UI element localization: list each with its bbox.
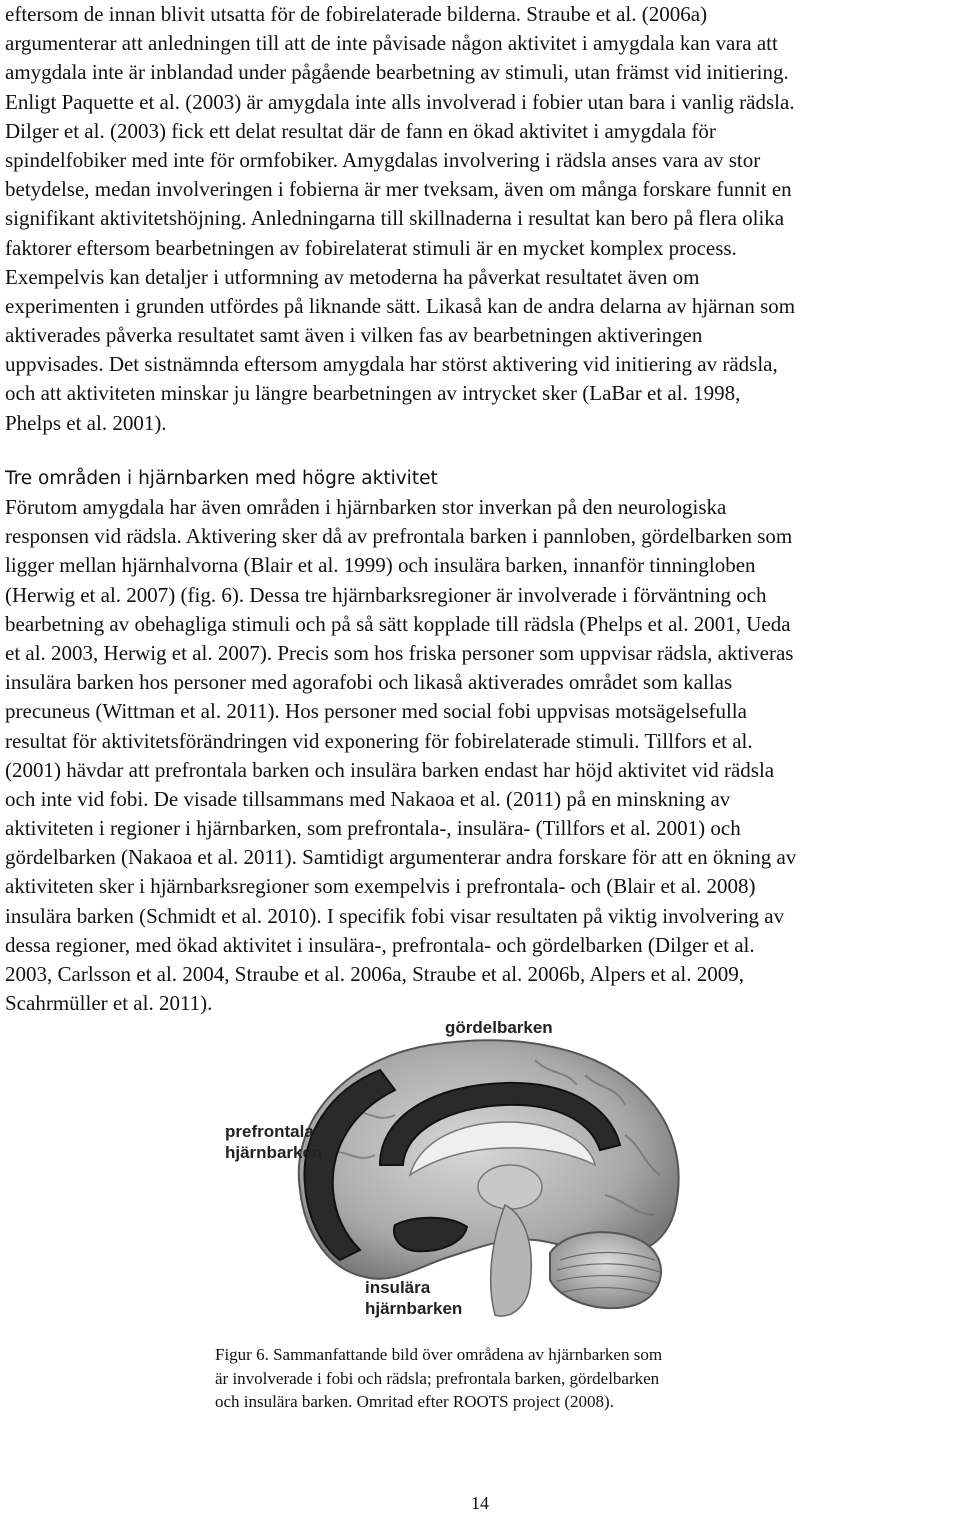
thalamus [478,1165,542,1209]
text-line: ligger mellan hjärnhalvorna (Blair et al. 1999) och insulära barken, innanför tinningloben [5,553,756,578]
section-heading: Tre områden i hjärnbarken med högre aktivitet [5,468,438,489]
text-line: resultat för aktivitetsförändringen vid exponering för fobirelaterade stimuli. Tillfors et al. [5,728,753,753]
text-line: argumenterar att anledningen till att de inte påvisade någon aktivitet i amygdala kan vara att [5,31,778,56]
text-line: och att aktiviteten minskar ju längre bearbetningen av intrycket sker (LaBar et al. 1998, [5,381,741,406]
caption-line: och insulära barken. Omritad efter ROOTS project (2008). [215,1392,614,1411]
text-line: experimenten i grunden utfördes på liknande sätt. Likaså kan de andra delarna av hjärnan som [5,293,796,318]
text-line: Scahrmüller et al. 2011). [5,991,213,1016]
text-line: insulära barken hos personer med agorafobi och likaså aktiverades området som kallas [5,670,733,695]
text-line: precuneus (Wittman et al. 2011). Hos personer med social fobi uppvisas motsägelsefulla [5,699,747,724]
text-line: responsen vid rädsla. Aktivering sker då av prefrontala barken i pannloben, gördelbarken som [5,524,793,549]
text-line: Enligt Paquette et al. (2003) är amygdala inte alls involverad i fobier utan bara i vanlig rädsla. [5,89,795,114]
text-line: (2001) hävdar att prefrontala barken och insulära barken endast har höjd aktivitet vid rädsla [5,757,775,782]
text-line: dessa regioner, med ökad aktivitet i insulära-, prefrontala- och gördelbarken (Dilger et al. [5,932,755,957]
text-line: Exempelvis kan detaljer i utformning av metoderna ha påverkat resultatet även om [5,264,700,289]
text-line: amygdala inte är inblandad under pågående bearbetning av stimuli, utan främst vid initiering. [5,60,789,85]
text-line: faktorer eftersom bearbetningen av fobirelaterat stimuli är en mycket komplex process. [5,235,737,260]
paragraph-2 [5,493,955,1018]
text-line: betydelse, medan involveringen i fobierna är mer tveksam, även om många forskare funnit en [5,177,792,202]
label-prefrontala-2: hjärnbarken [225,1143,323,1162]
text-line: 2003, Carlsson et al. 2004, Straube et al. 2006a, Straube et al. 2006b, Alpers et al. 2009, [5,962,744,986]
caption-line: Figur 6. Sammanfattande bild över områdena av hjärnbarken som [215,1345,663,1364]
text-line: uppvisades. Det sistnämnda eftersom amygdala har störst aktivering vid initiering av rädsla, [5,352,778,377]
label-prefrontala-1: prefrontala [225,1122,314,1141]
label-insulara-2: hjärnbarken [365,1299,463,1318]
text-line: et al. 2003, Herwig et al. 2007). Precis som hos friska personer som uppvisar rädsla, aktiveras [5,640,794,665]
label-insulara-1: insulära [365,1278,431,1297]
text-line: Förutom amygdala har även områden i hjärnbarken stor inverkan på den neurologiska [5,495,727,519]
text-line: Phelps et al. 2001). [5,410,167,435]
text-line: (Herwig et al. 2007) (fig. 6). Dessa tre hjärnbarksregioner är involverade i förväntning och [5,582,767,607]
caption-line: är involverade i fobi och rädsla; prefrontala barken, gördelbarken [215,1368,660,1388]
text-line: aktiverades påverka resultatet samt även i vilken fas av bearbetningen aktiveringen [5,323,703,348]
cerebellum [550,1232,661,1308]
text-line: gördelbarken (Nakaoa et al. 2011). Samtidigt argumenterar andra forskare för att en ökning av [5,845,797,870]
text-line: insulära barken (Schmidt et al. 2010). I specifik fobi visar resultaten på viktig involvering av [5,903,785,928]
text-line: eftersom de innan blivit utsatta för de fobirelaterade bilderna. Straube et al. (2006a) [5,2,708,26]
label-gordelbarken: gördelbarken [445,1018,553,1037]
page-number: 14 [471,1493,489,1513]
figure-caption [215,1343,815,1414]
text-line: signifikant aktivitetshöjning. Anledningarna till skillnaderna i resultat kan bero på flera olika [5,206,785,231]
text-line: Dilger et al. (2003) fick ett delat resultat där de fann en ökad aktivitet i amygdala för [5,118,716,143]
text-line: bearbetning av obehagliga stimuli och på så sätt kopplade till rädsla (Phelps et al. 2001, Ueda [5,611,791,636]
paragraph-1 [5,0,955,438]
text-line: och inte vid fobi. De visade tillsammans med Nakaoa et al. (2011) på en minskning av [5,786,731,811]
brain-illustration [205,1015,760,1330]
text-line: aktiviteten i regioner i hjärnbarken, som prefrontala-, insulära- (Tillfors et al. 2001) och [5,816,741,841]
brain-figure [205,1015,760,1330]
text-line: spindelfobiker med inte för ormfobiker. Amygdalas involvering i rädsla anses vara av stor [5,147,761,172]
text-line: aktiviteten sker i hjärnbarksregioner som exempelvis i prefrontala- och (Blair et al. 2008) [5,874,756,899]
